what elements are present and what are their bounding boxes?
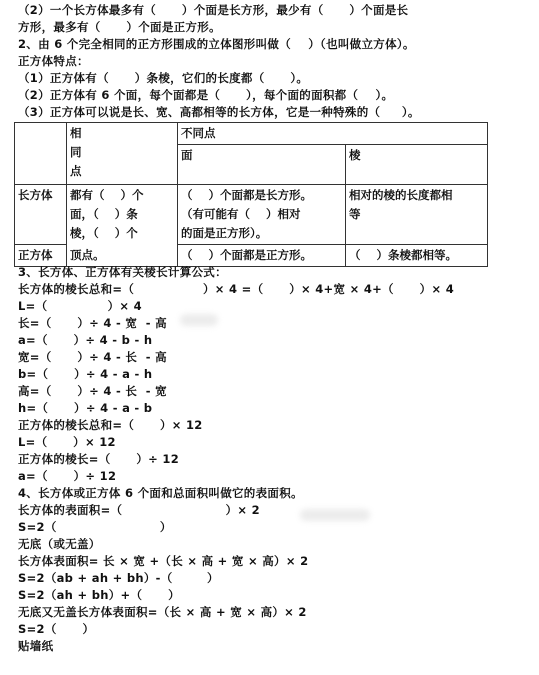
formula-line: h=（ ）÷ 4 - a - b <box>18 401 153 415</box>
formula-line: 长方体的表面积=（ ）× 2 <box>18 503 260 517</box>
formula-line: L=（ ）× 12 <box>18 435 116 449</box>
formula-line: a=（ ）÷ 12 <box>18 469 117 483</box>
text-line: 方形，最多有（ ）个面是正方形。 <box>18 20 221 34</box>
comparison-table <box>14 122 488 267</box>
formula-line: 无底又无盖长方体表面积=（长 × 高 + 宽 × 高）× 2 <box>18 605 307 619</box>
same-cell: 都有（ ）个 面，（ ）条 棱，（ ）个 <box>67 185 178 245</box>
formula-line: S=2（ ） <box>18 520 172 534</box>
face-cell: （ ）个面都是长方形。 （有可能有（ ）相对 的面是正方形）。 <box>178 185 346 245</box>
formula-line: S=2（ah + bh）+（ ） <box>18 588 180 602</box>
formula-line: S=2（ab + ah + bh）-（ ） <box>18 571 219 585</box>
table-corner-cell <box>15 123 67 185</box>
row-name-cell: 正方体 <box>15 245 67 267</box>
same-cell: 顶点。 <box>67 245 178 267</box>
text-line: （2）正方体有 6 个面，每个面都是（ ），每个面的面积都（ ）。 <box>18 88 394 102</box>
face-cell: （ ）个面都是正方形。 <box>178 245 346 267</box>
edge-header-cell: 棱 <box>346 145 488 185</box>
formula-line: 正方体的棱长总和=（ ）× 12 <box>18 418 203 432</box>
same-header-cell: 相 同 点 <box>67 123 178 185</box>
text-line: （2）一个长方体最多有（ ）个面是长方形，最少有（ ）个面是长 <box>18 3 409 17</box>
formula-line: S=2（ ） <box>18 622 95 636</box>
text-line: （1）正方体有（ ）条棱，它们的长度都（ ）。 <box>18 71 309 85</box>
scan-smudge <box>180 314 218 326</box>
section-heading: 4、长方体或正方体 6 个面和总面积叫做它的表面积。 <box>18 486 303 500</box>
formula-line: 高=（ ）÷ 4 - 长 - 宽 <box>18 384 167 398</box>
formula-line: 贴墙纸 <box>18 639 54 653</box>
table-header-row <box>15 123 488 145</box>
formula-line: L=（ ）× 4 <box>18 299 142 313</box>
formula-line: 长方体表面积= 长 × 宽 +（长 × 高 + 宽 × 高）× 2 <box>18 554 309 568</box>
face-header-cell: 面 <box>178 145 346 185</box>
formula-line: b=（ ）÷ 4 - a - h <box>18 367 153 381</box>
row-name-cell: 长方体 <box>15 185 67 245</box>
scan-smudge <box>300 509 370 521</box>
text-line: 2、由 6 个完全相同的正方形围成的立体图形叫做（ ）（也叫做立方体）。 <box>18 37 415 51</box>
formula-line: 宽=（ ）÷ 4 - 长 - 高 <box>18 350 167 364</box>
table-row <box>15 185 488 245</box>
edge-cell: （ ）条棱都相等。 <box>346 245 488 267</box>
text-line: （3）正方体可以说是长、宽、高都相等的长方体，它是一种特殊的（ ）。 <box>18 105 420 119</box>
formula-line: 长方体的棱长总和=（ ）× 4 =（ ）× 4+宽 × 4+（ ）× 4 <box>18 282 455 296</box>
formula-line: a=（ ）÷ 4 - b - h <box>18 333 153 347</box>
diff-header-cell: 不同点 <box>178 123 488 145</box>
formula-line: 长=（ ）÷ 4 - 宽 - 高 <box>18 316 167 330</box>
text-line: 正方体特点： <box>18 54 89 68</box>
formula-line: 无底（或无盖） <box>18 537 101 551</box>
edge-cell: 相对的棱的长度都相 等 <box>346 185 488 245</box>
section-heading: 3、长方体、正方体有关棱长计算公式： <box>18 265 227 279</box>
formula-line: 正方体的棱长=（ ）÷ 12 <box>18 452 179 466</box>
